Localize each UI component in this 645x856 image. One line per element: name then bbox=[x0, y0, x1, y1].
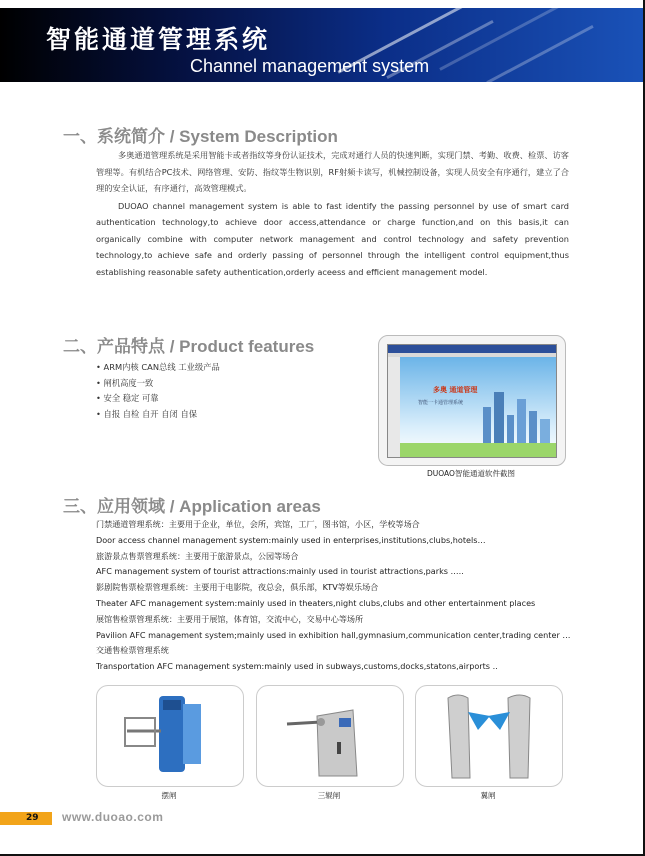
product-label-flap-barrier: 翼闸 bbox=[480, 791, 496, 800]
software-screenshot bbox=[378, 335, 566, 466]
system-description-cn: 多奥通道管理系统是采用智能卡或者指纹等身份认证技术，完成对通行人员的快速判断，实现门禁、考勤、收费、检票、访客管理等。有机结合PC技术、网络管理、安防、指纹等生物识别，RF射频卡读写，机械控制设备，实现人员安全有序通行，建立了合理的安全认证，有序通行，高效管理模式。 bbox=[96, 150, 569, 193]
application-line: Pavilion AFC management system;mainly used in exhibition hall,gymnasium,communication center,trading center … bbox=[96, 629, 571, 640]
application-line: Theater AFC management system:mainly used in theaters,night clubs,clubs and other entertainment places bbox=[96, 597, 536, 608]
banner-title-cn: 智能通道管理系统 bbox=[46, 25, 271, 54]
feature-item: • 安全 稳定 可靠 bbox=[96, 391, 220, 407]
screenshot-caption: DUOAO智能通道软件截图 bbox=[427, 469, 515, 478]
feature-item: • 闸机高度一致 bbox=[96, 376, 220, 392]
product-label-swing-gate: 摆闸 bbox=[161, 791, 177, 800]
application-line: 交通售检票管理系统 bbox=[96, 645, 169, 656]
system-description-en: DUOAO channel management system is able to fast identify the passing personnel by use of smart card authentication technology,to achieve door access,attendance or charge function,and on this basis,it can organically combine with computer network management and control technology and safety prevention technology,to achieve safe and orderly passing of personnel through the intelligent control equipment,thus establishing reasonable safety authentication,orderly aceess and efficient management model. bbox=[96, 201, 569, 277]
application-line: 门禁通道管理系统：主要用于企业，单位，会所，宾馆，工厂，图书馆，小区，学校等场合 bbox=[96, 519, 420, 529]
flap-barrier-image bbox=[416, 686, 562, 786]
application-line: 旅游景点售票管理系统：主要用于旅游景点，公园等场合 bbox=[96, 550, 299, 561]
feature-list bbox=[96, 360, 220, 422]
product-label-tripod-turnstile: 三辊闸 bbox=[317, 791, 341, 800]
product-card-flap-barrier bbox=[415, 685, 563, 787]
product-card-tripod-turnstile bbox=[256, 685, 404, 787]
section-system-description-title: 一、系统简介 / System Description bbox=[63, 127, 338, 146]
section-product-features-title: 二、产品特点 / Product features bbox=[63, 337, 315, 356]
footer-url: www.duoao.com bbox=[62, 810, 164, 824]
product-card-swing-gate bbox=[96, 685, 244, 787]
swing-gate-image bbox=[97, 686, 243, 786]
page-number: 29 bbox=[26, 813, 39, 823]
feature-item: • ARM内核 CAN总线 工业级产品 bbox=[96, 360, 220, 376]
application-list bbox=[96, 517, 570, 675]
application-line: 展馆售检票管理系统：主要用于展馆，体育馆，交流中心，交易中心等场所 bbox=[96, 613, 364, 624]
section-application-areas-title: 三、应用领域 / Application areas bbox=[63, 497, 321, 516]
application-line: Transportation AFC management system:mainly used in subways,customs,docks,statons,airports .. bbox=[96, 661, 498, 672]
application-line: AFC management system of tourist attractions:mainly used in tourist attractions,parks ….. bbox=[96, 566, 464, 577]
banner-title-en: Channel management system bbox=[190, 56, 430, 76]
screenshot-logo-text: 多奥 通道管理 bbox=[433, 386, 478, 394]
screenshot-subtitle: 智能一卡通管理系统 bbox=[418, 400, 464, 406]
header-banner bbox=[0, 8, 643, 82]
application-line: 影剧院售票检票管理系统：主要用于电影院，夜总会，俱乐部，KTV等娱乐场合 bbox=[96, 582, 379, 593]
screenshot-window bbox=[387, 344, 557, 458]
tripod-turnstile-image bbox=[257, 686, 403, 786]
application-line: Door access channel management system:mainly used in enterprises,institutions,clubs,hotels… bbox=[96, 534, 486, 545]
feature-item: • 自报 自检 自开 自闭 自保 bbox=[96, 407, 220, 423]
